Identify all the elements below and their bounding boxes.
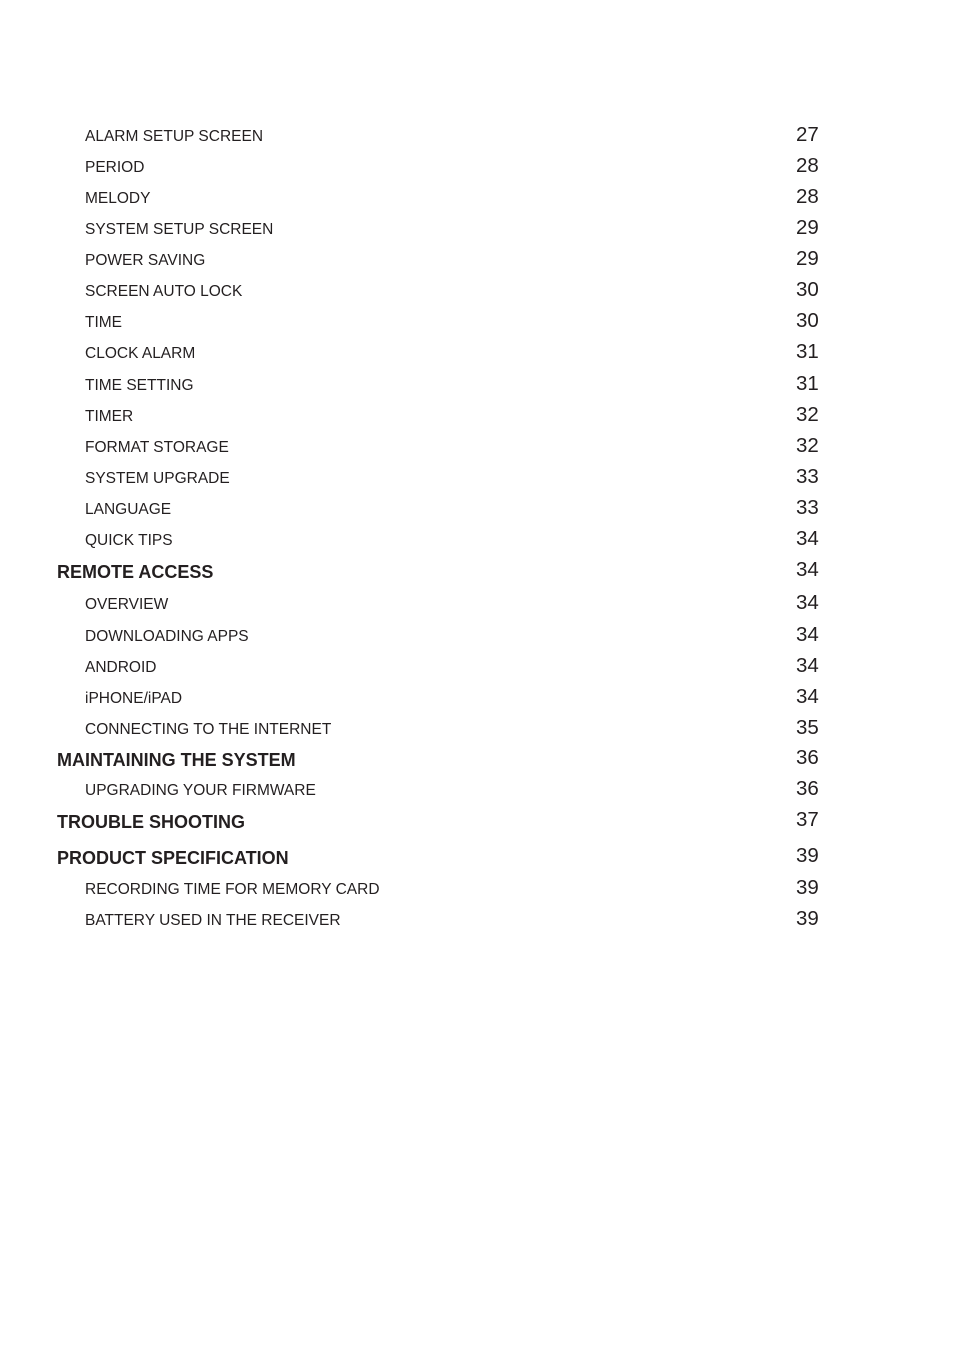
toc-entry-label: DOWNLOADING APPS xyxy=(85,628,249,645)
toc-section-label: MAINTAINING THE SYSTEM xyxy=(57,750,296,770)
toc-entry-time-setting xyxy=(0,374,954,404)
toc-entry-page-number: 34 xyxy=(796,623,819,646)
toc-entry-clock-alarm xyxy=(0,342,954,372)
toc-entry-system-upgrade xyxy=(0,467,954,497)
toc-entry-page-number: 32 xyxy=(796,434,819,457)
toc-entry-iphone-ipad xyxy=(0,687,954,717)
toc-entry-page-number: 39 xyxy=(796,907,819,930)
toc-entry-page-number: 29 xyxy=(796,247,819,270)
toc-section-maintaining-the-system xyxy=(0,748,954,778)
toc-entry-label: CONNECTING TO THE INTERNET xyxy=(85,721,332,738)
toc-entry-upgrading-your-firmware xyxy=(0,779,954,809)
toc-entry-android xyxy=(0,656,954,686)
toc-entry-label: TIME xyxy=(85,314,123,331)
toc-entry-page-number: 34 xyxy=(796,591,819,614)
toc-entry-connecting-to-the-internet xyxy=(0,718,954,748)
toc-entry-timer xyxy=(0,405,954,435)
toc-entry-label: SYSTEM SETUP SCREEN xyxy=(85,221,274,238)
toc-entry-page-number: 32 xyxy=(796,403,819,426)
toc-entry-downloading-apps xyxy=(0,625,954,655)
toc-entry-page-number: 31 xyxy=(796,372,819,395)
toc-entry-label: SCREEN AUTO LOCK xyxy=(85,283,243,300)
toc-entry-battery-used-in-the-receiver xyxy=(0,909,954,939)
toc-entry-language xyxy=(0,498,954,528)
toc-entry-label: CLOCK ALARM xyxy=(85,345,196,362)
toc-entry-label: SYSTEM UPGRADE xyxy=(85,470,230,487)
toc-entry-label: RECORDING TIME FOR MEMORY CARD xyxy=(85,881,380,898)
toc-entry-label: POWER SAVING xyxy=(85,252,206,269)
toc-entry-page-number: 39 xyxy=(796,876,819,899)
toc-entry-period xyxy=(0,156,954,186)
toc-entry-page-number: 34 xyxy=(796,558,819,581)
toc-entry-page-number: 34 xyxy=(796,527,819,550)
toc-entry-power-saving xyxy=(0,249,954,279)
toc-entry-page-number: 34 xyxy=(796,654,819,677)
toc-entry-label: UPGRADING YOUR FIRMWARE xyxy=(85,782,316,799)
toc-entry-page-number: 30 xyxy=(796,309,819,332)
toc-entry-system-setup-screen xyxy=(0,218,954,248)
toc-section-label: TROUBLE SHOOTING xyxy=(57,812,245,832)
toc-section-label: REMOTE ACCESS xyxy=(57,562,214,582)
toc-entry-melody xyxy=(0,187,954,217)
toc-entry-label: iPHONE/iPAD xyxy=(85,690,183,707)
toc-entry-page-number: 34 xyxy=(796,685,819,708)
toc-entry-label: ALARM SETUP SCREEN xyxy=(85,128,264,145)
toc-entry-page-number: 36 xyxy=(796,777,819,800)
toc-section-trouble-shooting xyxy=(0,810,954,840)
toc-entry-page-number: 35 xyxy=(796,716,819,739)
toc-entry-label: LANGUAGE xyxy=(85,501,172,518)
toc-entry-label: BATTERY USED IN THE RECEIVER xyxy=(85,912,341,929)
toc-entry-screen-auto-lock xyxy=(0,280,954,310)
toc-entry-label: MELODY xyxy=(85,190,151,207)
toc-section-product-specification xyxy=(0,846,954,876)
toc-entry-label: TIME SETTING xyxy=(85,377,194,394)
toc-entry-label: PERIOD xyxy=(85,159,145,176)
toc-entry-time xyxy=(0,311,954,341)
toc-entry-alarm-setup-screen xyxy=(0,125,954,155)
toc-entry-page-number: 27 xyxy=(796,123,819,146)
toc-entry-label: QUICK TIPS xyxy=(85,532,173,549)
toc-entry-label: TIMER xyxy=(85,408,134,425)
toc-section-label: PRODUCT SPECIFICATION xyxy=(57,848,289,868)
toc-entry-quick-tips xyxy=(0,529,954,559)
toc-entry-page-number: 28 xyxy=(796,185,819,208)
toc-entry-page-number: 39 xyxy=(796,844,819,867)
toc-entry-overview xyxy=(0,593,954,623)
toc-section-remote-access xyxy=(0,560,954,590)
toc-entry-label: OVERVIEW xyxy=(85,596,169,613)
toc-entry-page-number: 36 xyxy=(796,746,819,769)
toc-entry-page-number: 30 xyxy=(796,278,819,301)
toc-entry-page-number: 33 xyxy=(796,496,819,519)
toc-entry-page-number: 33 xyxy=(796,465,819,488)
toc-entry-label: FORMAT STORAGE xyxy=(85,439,229,456)
toc-entry-page-number: 37 xyxy=(796,808,819,831)
toc-entry-page-number: 31 xyxy=(796,340,819,363)
toc-entry-recording-time-for-memory-card xyxy=(0,878,954,908)
toc-entry-page-number: 28 xyxy=(796,154,819,177)
toc-entry-page-number: 29 xyxy=(796,216,819,239)
toc-entry-label: ANDROID xyxy=(85,659,157,676)
toc-entry-format-storage xyxy=(0,436,954,466)
